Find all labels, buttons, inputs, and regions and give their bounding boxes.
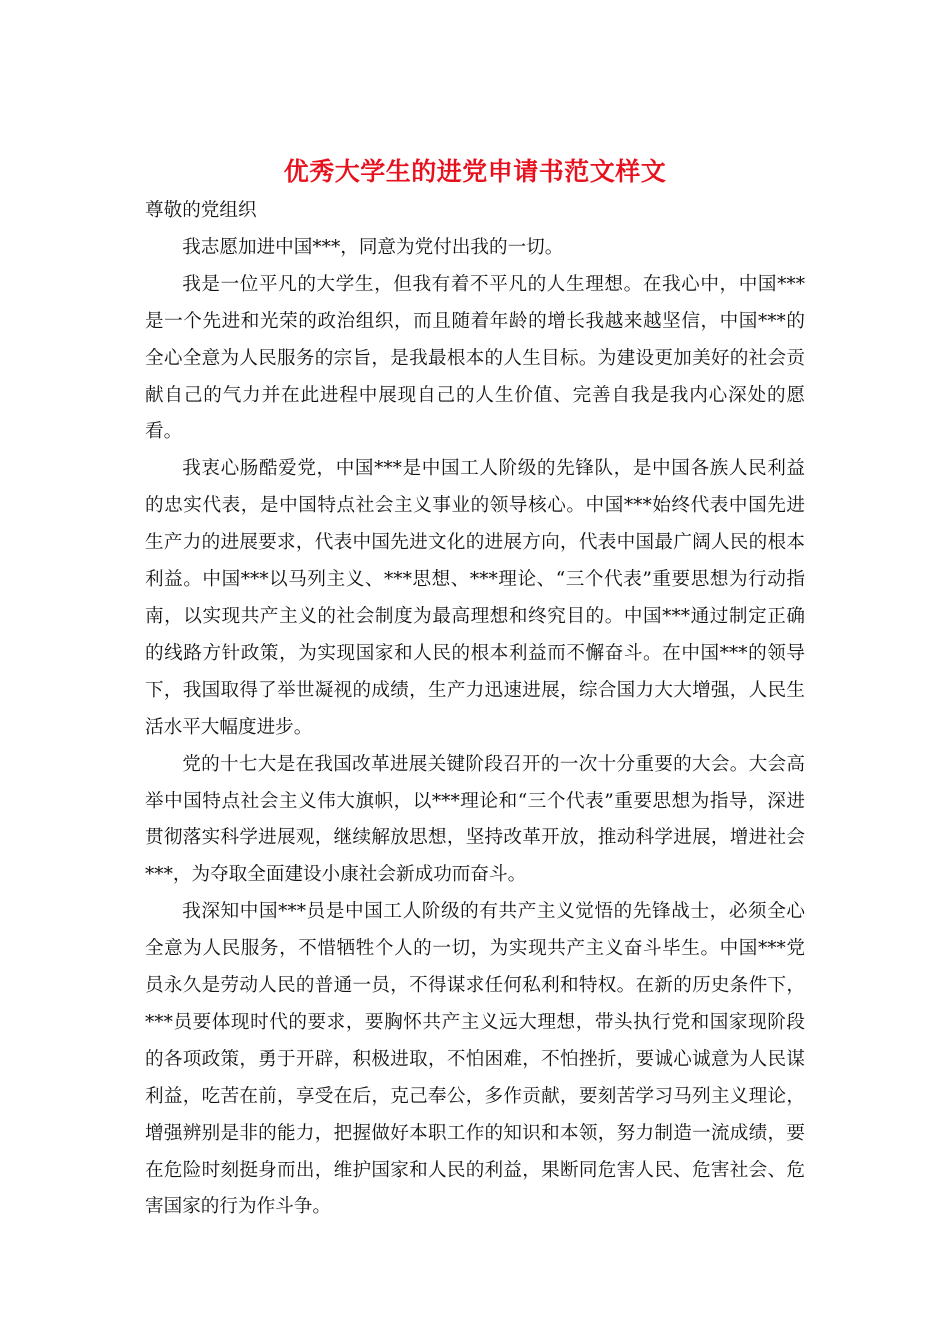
document-body (145, 193, 805, 1226)
paragraph-1: 我志愿加进中国***，同意为党付出我的一切。 (182, 236, 564, 258)
document-title: 优秀大学生的进党申请书范文样文 (283, 157, 667, 186)
paragraph-2: 我是一位平凡的大学生，但我有着不平凡的人生理想。在我心中，中国***是一个先进和光荣的政治组织，而且随着年龄的增长我越来越坚信，中国***的全心全意为人民服务的宗旨，是我最根本的人生目标。为建设更加美好的社会贡献自己的气力并在此进程中展现自己的人生价值、完善自我是我内心深处的愿看。 (145, 273, 805, 443)
paragraph-5: 我深知中国***员是中国工人阶级的有共产主义觉悟的先锋战士，必须全心全意为人民服务，不惜牺牲个人的一切，为实现共产主义奋斗毕生。中国***党员永久是劳动人民的普通一员，不得谋求任何私利和特权。在新的历史条件下，***员要体现时代的要求，要胸怀共产主义远大理想，带头执行党和国家现阶段的各项政策，勇于开辟，积极进取，不怕困难，不怕挫折，要诚心诚意为人民谋利益，吃苦在前，享受在后，克己奉公，多作贡献，要刻苦学习马列主义理论，增强辨别是非的能力，把握做好本职工作的知识和本领，努力制造一流成绩，要在危险时刻挺身而出，维护国家和人民的利益，果断同危害人民、危害社会、危害国家的行为作斗争。 (145, 901, 805, 1218)
paragraph-4: 党的十七大是在我国改革进展关键阶段召开的一次十分重要的大会。大会高举中国特点社会主义伟大旗帜，以***理论和“三个代表”重要思想为指导，深进贯彻落实科学进展观，继续解放思想，坚持改革开放，推动科学进展，增进社会***，为夺取全面建设小康社会新成功而奋斗。 (145, 753, 805, 886)
paragraph-3: 我衷心肠酷爱党，中国***是中国工人阶级的先锋队，是中国各族人民利益的忠实代表，是中国特点社会主义事业的领导核心。中国***始终代表中国先进生产力的进展要求，代表中国先进文化的进展方向，代表中国最广阔人民的根本利益。中国***以马列主义、***思想、***理论、“三个代表”重要思想为行动指南，以实现共产主义的社会制度为最高理想和终究目的。中国***通过制定正确的线路方针政策，为实现国家和人民的根本利益而不懈奋斗。在中国***的领导下，我国取得了举世凝视的成绩，生产力迅速进展，综合国力大大增强，人民生活水平大幅度进步。 (145, 458, 805, 738)
salutation: 尊敬的党组织 (145, 200, 257, 221)
